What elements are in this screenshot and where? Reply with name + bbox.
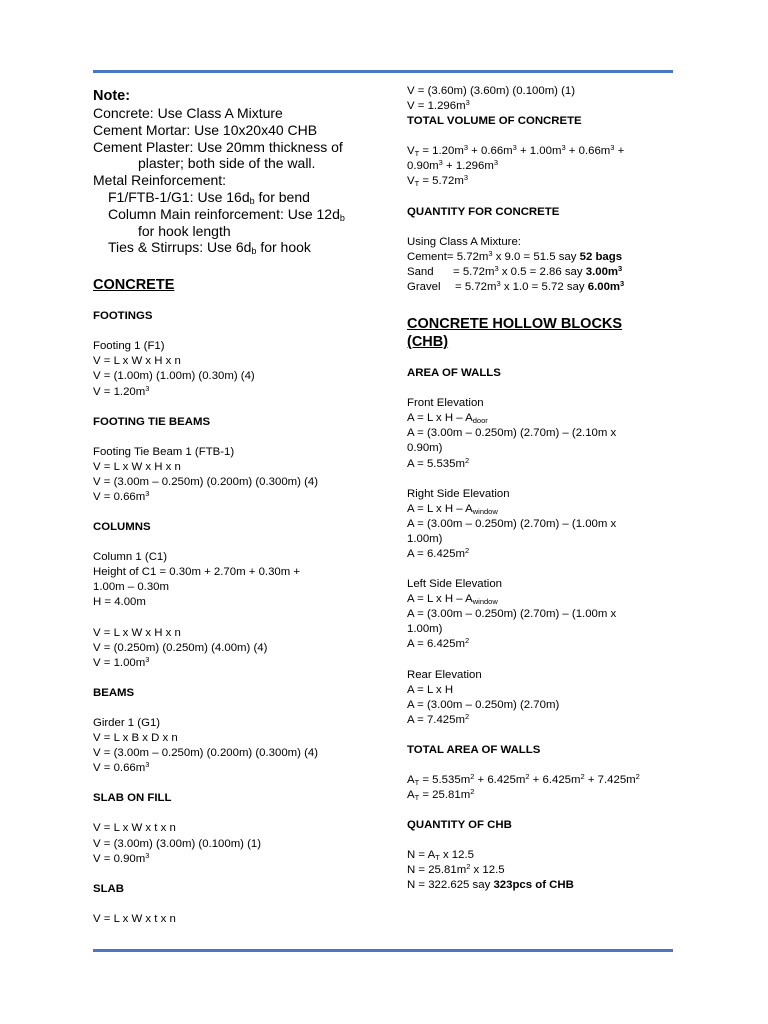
total-volume-heading: TOTAL VOLUME OF CONCRETE	[407, 115, 582, 128]
note-plaster-cont: plaster; both side of the wall.	[138, 155, 316, 172]
bottom-rule	[93, 949, 673, 952]
columns-heading: COLUMNS	[93, 521, 151, 534]
footing-result: $V = 1.20m^3$	[93, 383, 150, 398]
note-column-cont: for hook length	[138, 222, 231, 239]
concrete-heading: CONCRETE	[93, 277, 175, 294]
chb-heading: CONCRETE HOLLOW BLOCKS	[407, 316, 623, 333]
cement-quantity: Cement= $5.72m^3$ x 9.0 = 51.5 say 52 bags	[407, 248, 623, 263]
rear-elevation-result: $A = 7.425m^2$	[407, 711, 470, 726]
total-area-heading: TOTAL AREA OF WALLS	[407, 743, 541, 756]
note-ties: Ties & Stirrups: Use $6d_b$ for hook	[108, 239, 311, 257]
sand-quantity: Sand = $5.72m^3$ x 0.5 = 2.86 say $3.00m^3$	[407, 263, 623, 278]
note-bend: F1/FTB-1/G1: Use $16d_b$ for bend	[108, 188, 310, 206]
slab-heading: SLAB	[93, 882, 125, 895]
front-elevation-substituted-cont: 0.90m)	[407, 442, 443, 455]
right-elevation-result: $A = 6.425m^2$	[407, 545, 470, 560]
note-plaster: Cement Plaster: Use 20mm thickness of	[93, 138, 343, 155]
girder-name: Girder 1 (G1)	[93, 716, 161, 729]
chb-count-formula: $N = A_T$ x 12.5	[407, 849, 474, 863]
tie-beam-substituted: V = (3.00m – 0.250m) (0.200m) (0.300m) (4)	[93, 475, 319, 488]
column-height: Height of C1 = 0.30m + 2.70m + 0.30m +	[93, 566, 301, 579]
left-elevation-name: Left Side Elevation	[407, 578, 502, 591]
girder-formula: V = L x B x D x n	[93, 732, 178, 745]
slab-on-fill-result: $V = 0.90m^3$	[93, 850, 150, 865]
right-elevation-name: Right Side Elevation	[407, 487, 510, 500]
beams-heading: BEAMS	[93, 686, 135, 699]
quantity-chb-heading: QUANTITY OF CHB	[407, 819, 512, 832]
rear-elevation-formula: A = L x H	[407, 683, 454, 696]
right-elevation-formula: A = L x H – $A_{window}$	[407, 502, 498, 516]
footing-substituted: V = (1.00m) (1.00m) (0.30m) (4)	[93, 370, 255, 383]
total-volume-sum: $V_T = 1.20m^3 + 0.66m^3 + 1.00m^3 + 0.66m^3$ +	[407, 143, 625, 159]
tie-beam-result: $V = 0.66m^3$	[93, 489, 150, 504]
girder-result: $V = 0.66m^3$	[93, 760, 150, 775]
note-metal: Metal Reinforcement:	[93, 172, 227, 189]
slab-on-fill-substituted: V = (3.00m) (3.00m) (0.100m) (1)	[93, 837, 262, 850]
slab-formula: V = L x W x t x n	[93, 912, 176, 925]
right-elevation-substituted-cont: 1.00m)	[407, 532, 443, 545]
chb-count-substituted: $N = 25.81m^2$ x 12.5	[407, 862, 505, 877]
gravel-quantity: Gravel = $5.72m^3$ x 1.0 = 5.72 say $6.00m^3$	[407, 278, 625, 293]
left-elevation-formula: A = L x H – $A_{window}$	[407, 593, 498, 607]
front-elevation-substituted: A = (3.00m – 0.250m) (2.70m) – (2.10m x	[407, 427, 617, 440]
rear-elevation-substituted: A = (3.00m – 0.250m) (2.70m)	[407, 698, 560, 711]
front-elevation-formula: A = L x H – $A_{door}$	[407, 412, 488, 426]
chb-heading-cont: (CHB)	[407, 334, 449, 351]
note-mortar: Cement Mortar: Use 10x20x40 CHB	[93, 121, 318, 138]
total-area-sum: $A_T = 5.535m^2 + 6.425m^2 + 6.425m^2 + 7.425m^2$	[407, 772, 640, 787]
area-walls-heading: AREA OF WALLS	[407, 367, 501, 380]
column-formula: V = L x W x H x n	[93, 626, 181, 639]
slab-on-fill-formula: V = L x W x t x n	[93, 822, 176, 835]
quantity-concrete-heading: QUANTITY FOR CONCRETE	[407, 205, 560, 218]
slab-substituted: V = (3.60m) (3.60m) (0.100m) (1)	[407, 85, 576, 97]
total-volume-result: $V_T = 5.72m^3$	[407, 173, 469, 189]
right-elevation-substituted: A = (3.00m – 0.250m) (2.70m) – (1.00m x	[407, 517, 617, 530]
note-column: Column Main reinforcement: Use $12d_b$	[108, 205, 345, 223]
girder-substituted: V = (3.00m – 0.250m) (0.200m) (0.300m) (4)	[93, 747, 319, 760]
note-concrete: Concrete: Use Class A Mixture	[93, 105, 283, 121]
top-rule	[93, 70, 673, 73]
rear-elevation-name: Rear Elevation	[407, 668, 482, 681]
tie-beam-formula: V = L x W x H x n	[93, 460, 181, 473]
footings-heading: FOOTINGS	[93, 310, 153, 323]
tie-beam-name: Footing Tie Beam 1 (FTB-1)	[93, 445, 235, 458]
footing-name: Footing 1 (F1)	[93, 340, 165, 353]
column-height-result: H = 4.00m	[93, 596, 146, 609]
column-result: $V = 1.00m^3$	[93, 654, 150, 669]
slab-on-fill-heading: SLAB ON FILL	[93, 792, 172, 805]
total-volume-sum-cont: $0.90m^3 + 1.296m^3$	[407, 158, 498, 173]
column-name: Column 1 (C1)	[93, 551, 168, 564]
right-column	[407, 84, 682, 894]
front-elevation-result: $A = 5.535m^2$	[407, 455, 470, 470]
left-elevation-substituted: A = (3.00m – 0.250m) (2.70m) – (1.00m x	[407, 608, 617, 621]
total-area-result: $A_T = 25.81m^2$	[407, 787, 475, 803]
front-elevation-name: Front Elevation	[407, 397, 484, 410]
left-elevation-substituted-cont: 1.00m)	[407, 623, 443, 636]
slab-result: $V = 1.296m^3$	[407, 98, 470, 113]
column-substituted: V = (0.250m) (0.250m) (4.00m) (4)	[93, 641, 268, 654]
tie-beams-heading: FOOTING TIE BEAMS	[93, 415, 211, 428]
column-height-cont: 1.00m – 0.30m	[93, 581, 169, 594]
chb-count-result: N = 322.625 say 323pcs of CHB	[407, 879, 574, 892]
using-mixture: Using Class A Mixture:	[407, 235, 521, 248]
note-heading: Note:	[93, 88, 131, 104]
footing-formula: V = L x W x H x n	[93, 355, 181, 368]
left-column	[93, 84, 393, 927]
left-elevation-result: $A = 6.425m^2$	[407, 636, 470, 651]
